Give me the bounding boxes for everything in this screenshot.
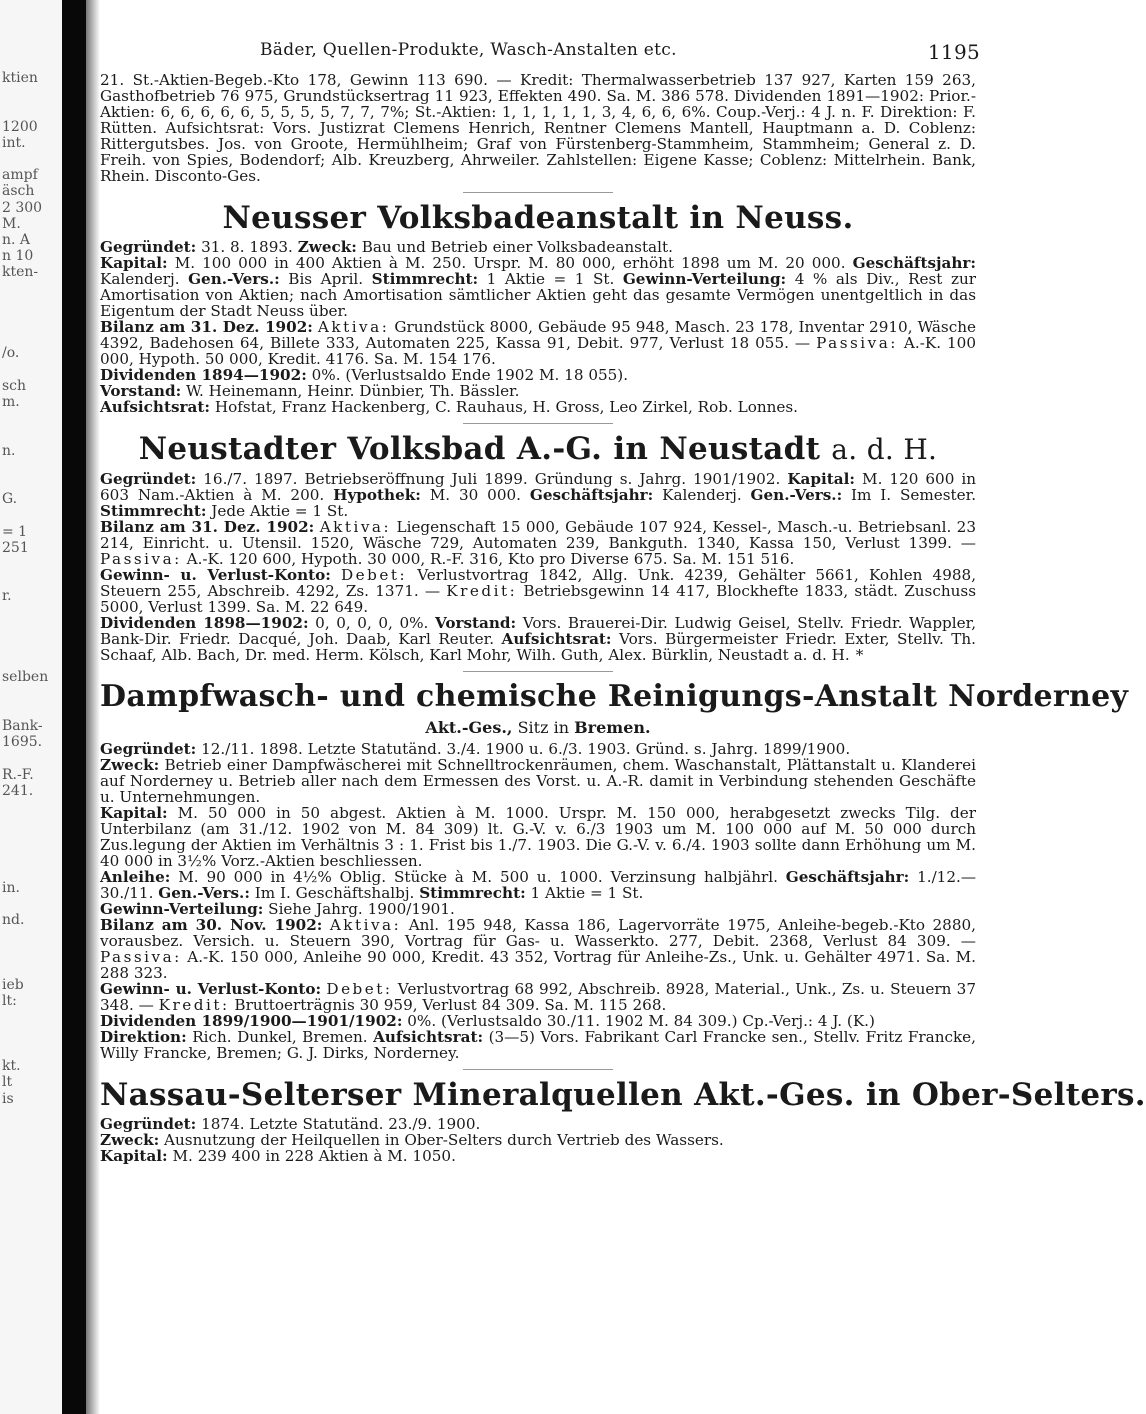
- gutter-fragment: n. A: [2, 232, 31, 248]
- section-heading-dampfwasch: Dampfwasch- und chemische Reinigungs-Anstalt Norderney: [100, 679, 1129, 714]
- label: Hypothek:: [333, 486, 421, 504]
- value: A.-K. 150 000, Anleihe 90 000, Kredit. 43 352, Vortrag für Anleihe-Zs., Unk. u. Gehälter 4971. Sa. M. 288 323.: [100, 948, 977, 982]
- label: Zweck:: [100, 756, 160, 774]
- spine-gradient: [86, 0, 100, 1414]
- label: Bilanz am 31. Dez. 1902:: [100, 318, 313, 336]
- label: Gegründet:: [100, 740, 197, 758]
- running-head-title: Bäder, Quellen-Produkte, Wasch-Anstalten etc.: [260, 40, 677, 60]
- label: Geschäftsjahr:: [529, 486, 654, 504]
- value: Bis April.: [288, 270, 364, 288]
- value: Im I. Semester.: [851, 486, 977, 504]
- value: 4 % als Div., Rest zur Amortisation von Aktien; nach Amortisation sämtlicher Aktien geht das gesamte Vermögen unentgeltlich in das Eigentum der Stadt Neuss über.: [100, 270, 976, 320]
- value: Bau und Betrieb einer Volksbadeanstalt.: [361, 238, 673, 256]
- divider-rule: [463, 1069, 613, 1070]
- sub-city: Bremen.: [574, 718, 651, 737]
- section-subheading: [100, 718, 976, 737]
- page-content: [100, 71, 1146, 1165]
- value: Betriebsgewinn 14 417, Blockhefte 1833, städt. Zuschuss 5000, Verlust 1399. Sa. M. 22 649.: [100, 582, 976, 616]
- label: Bilanz am 31. Dez. 1902:: [100, 518, 315, 536]
- gutter-fragment: 241.: [2, 782, 34, 799]
- label: Debet:: [326, 980, 393, 998]
- gutter-fragment: G.: [2, 491, 18, 508]
- label: Gegründet:: [100, 1115, 197, 1133]
- label: Direktion:: [100, 1028, 187, 1046]
- value: Verlustvortrag 68 992, Abschreib. 8928, Material., Unk., Zs. u. Steuern 37 348. —: [100, 980, 976, 1014]
- label: Kapital:: [100, 1147, 168, 1165]
- gutter-fragment: n 10: [2, 248, 34, 265]
- label: Gen.-Vers.:: [750, 486, 843, 504]
- gutter-fragment: lt:: [2, 993, 17, 1010]
- divider-rule: [463, 192, 613, 193]
- section-nassau: [100, 1116, 976, 1164]
- gutter-fragment: kt.: [2, 1058, 21, 1075]
- value: 0%. (Verlustsaldo Ende 1902 M. 18 055).: [311, 366, 629, 384]
- label: Passiva:: [100, 948, 182, 966]
- label: Aktiva:: [329, 916, 402, 934]
- value: 1 Aktie = 1 St.: [486, 270, 615, 288]
- label: Stimmrecht:: [100, 502, 207, 520]
- value: Hofstat, Franz Hackenberg, C. Rauhaus, H. Gross, Leo Zirkel, Rob. Lonnes.: [214, 398, 799, 416]
- gutter-fragment: 1695.: [2, 734, 43, 751]
- value: M. 120 600 in 603 Nam.-Aktien à M. 200.: [100, 470, 977, 504]
- value: Im I. Geschäftshalbj.: [254, 884, 415, 902]
- label: Passiva:: [816, 334, 898, 352]
- label: Gen.-Vers.:: [158, 884, 250, 902]
- footnote-star: *: [855, 646, 864, 664]
- label: Kredit:: [446, 582, 518, 600]
- label: Vorstand:: [434, 614, 517, 632]
- value: 1874. Letzte Statutänd. 23./9. 1900.: [201, 1115, 481, 1133]
- label: Stimmrecht:: [371, 270, 479, 288]
- value: Jede Aktie = 1 St.: [211, 502, 349, 520]
- gutter-fragment: /o.: [2, 345, 20, 362]
- gutter-fragment: r.: [2, 588, 12, 605]
- divider-rule: [463, 423, 613, 424]
- value: M. 50 000 in 50 abgest. Aktien à M. 1000. Urspr. M. 150 000, herabgesetzt zwecks Tilg. der Unterbilanz (am 31./12. 1902 von M. 84 309) lt. G.-V. v. 6./3 1903 um M. 100 000 auf M. 50 000 durch Zus.legung der Aktien im Verhältnis 3 : 1. Frist bis 1./7. 1903. Die G.-V. v. 6./4. 1903 sollte dann Erhöhung um M. 40 000 in 3½% Vorz.-Aktien beschliessen.: [100, 804, 976, 870]
- gutter-fragment: ieb: [2, 977, 24, 994]
- section-heading-neustadter: [100, 432, 976, 467]
- value: 1./12.—30./11.: [100, 868, 977, 902]
- label: Dividenden 1899/1900—1901/1902:: [100, 1012, 403, 1030]
- gutter-fragment: 1200: [2, 118, 38, 135]
- section0-paragraph: 21. St.-Aktien-Begeb.-Kto 178, Gewinn 113 690. — Kredit: Thermalwasserbetrieb 137 927, Karten 159 263, Gasthofbetrieb 76 975, Grundstücksertrag 11 923, Effekten 490. Sa. M. 386 578. Dividenden 1891—1902: Prior.-Aktien: 6, 6, 6, 6, 6, 5, 5, 5, 5, 7, 7, 7%; St.-Aktien: 1, 1, 1, 1, 1, 3, 4, 6, 6, 6%. Coup.-Verj.: 4 J. n. F. Direktion: F. Rütten. Aufsichtsrat: Vors. Justizrat Clemens Henrich, Rentner Clemens Mantell, Hauptmann a. D. Coblenz: Rittergutsbes. Jos. von Groote, Hermühlheim; Graf von Fürstenberg-Stammheim, Stammheim; General z. D. Freih. von Spies, Bodendorf; Alb. Kreuzberg, Ahrweiler. Zahlstellen: Eigene Kasse; Coblenz: Mittelrhein. Bank, Rhein. Disconto-Ges.: [100, 71, 976, 185]
- value: 0, 0, 0, 0, 0%.: [315, 614, 429, 632]
- value: A.-K. 100 000, Hypoth. 50 000, Kredit. 4176. Sa. M. 154 176.: [100, 334, 977, 368]
- value: Verlustvortrag 1842, Allg. Unk. 4239, Gehälter 5661, Kohlen 4988, Steuern 255, Abschreib. 4292, Zs. 1371. —: [100, 566, 977, 600]
- heading-main: Neustadter Volksbad A.-G. in Neustadt: [138, 431, 821, 467]
- heading-tail: a. d. H.: [831, 433, 938, 466]
- gutter-fragment: = 1: [2, 523, 28, 540]
- gutter-fragment: n.: [2, 442, 16, 459]
- label: Passiva:: [100, 550, 182, 568]
- value: 31. 8. 1893.: [201, 238, 293, 256]
- value: A.-K. 120 600, Hypoth. 30 000, R.-F. 316, Kto pro Diverse 675. Sa. M. 151 516.: [186, 550, 795, 568]
- value: Anl. 195 948, Kassa 186, Lagervorräte 1975, Anleihe-begeb.-Kto 2880, vorausbez. Versich. u. Steuern 390, Vortrag für Gas- u. Wasserkto. 277, Debit. 2368, Verlust 84 309. —: [100, 916, 976, 950]
- value: 12./11. 1898. Letzte Statutänd. 3./4. 1900 u. 6./3. 1903. Gründ. s. Jahrg. 1899/1900.: [201, 740, 851, 758]
- gutter-fragment: kten-: [2, 264, 39, 281]
- label: Zweck:: [297, 238, 357, 256]
- value: M. 90 000 in 4½% Oblig. Stücke à M. 500 u. 1000. Verzinsung halbjährl.: [178, 868, 778, 886]
- gutter-fragment: m.: [2, 394, 20, 410]
- section-dampfwasch: [100, 741, 976, 1061]
- value: Siehe Jahrg. 1900/1901.: [268, 900, 455, 918]
- label: Gewinn-Verteilung:: [622, 270, 787, 288]
- value: Kalenderj.: [100, 270, 180, 288]
- label: Kapital:: [787, 470, 855, 488]
- label: Kapital:: [100, 254, 168, 272]
- label: Dividenden 1894—1902:: [100, 366, 307, 384]
- label: Geschäftsjahr:: [785, 868, 910, 886]
- value: Vors. Bürgermeister Friedr. Exter, Stellv. Th. Schaaf, Alb. Bach, Dr. med. Herm. Kölsch, Karl Mohr, Wilh. Guth, Alex. Bürklin, Neustadt a. d. H.: [100, 630, 976, 664]
- label: Aktiva:: [317, 318, 390, 336]
- label: Debet:: [341, 566, 408, 584]
- section-neusser: [100, 239, 976, 415]
- sub-bold: Akt.-Ges.,: [425, 718, 513, 737]
- value: Vors. Brauerei-Dir. Ludwig Geisel, Stellv. Friedr. Wappler, Bank-Dir. Friedr. Dacqué, Joh. Daab, Karl Reuter.: [100, 614, 977, 648]
- gutter-fragment: sch: [2, 377, 27, 394]
- value: Ausnutzung der Heilquellen in Ober-Selters durch Vertrieb des Wassers.: [164, 1131, 724, 1149]
- gutter-fragment: R.-F.: [2, 766, 34, 783]
- label: Aufsichtsrat:: [373, 1028, 484, 1046]
- label: Gewinn-Verteilung:: [100, 900, 264, 918]
- book-spine-shadow: [62, 0, 86, 1414]
- gutter-fragment: äsch: [2, 183, 35, 200]
- label: Kredit:: [158, 996, 230, 1014]
- value: Grundstück 8000, Gebäude 95 948, Masch. 23 178, Inventar 2910, Wäsche 4392, Badehosen 64, Billete 333, Automaten 225, Kassa 91, Debit. 977, Verlust 18 055. —: [100, 318, 976, 352]
- gutter-fragment: lt: [2, 1074, 13, 1091]
- label: Gegründet:: [100, 470, 197, 488]
- label: Zweck:: [100, 1131, 160, 1149]
- section-neustadter: [100, 471, 976, 663]
- gutter-fragment: selben: [2, 669, 49, 686]
- gutter-fragment: in.: [2, 880, 20, 896]
- value: Bruttoerträgnis 30 959, Verlust 84 309. Sa. M. 115 268.: [234, 996, 667, 1014]
- gutter-fragment: 2 300: [2, 199, 43, 216]
- label: Vorstand:: [100, 382, 182, 400]
- label: Geschäftsjahr:: [852, 254, 976, 272]
- gutter-fragment: M.: [2, 215, 21, 232]
- gutter-fragment: ampf: [2, 167, 38, 184]
- label: Gegründet:: [100, 238, 197, 256]
- value: W. Heinemann, Heinr. Dünbier, Th. Bässler.: [186, 382, 520, 400]
- label: Anleihe:: [100, 868, 171, 886]
- gutter-fragment: 251: [2, 539, 29, 556]
- left-page-margin: [0, 0, 62, 1414]
- gutter-fragment: nd.: [2, 912, 25, 929]
- section-heading-neusser: Neusser Volksbadeanstalt in Neuss.: [222, 200, 854, 236]
- label: Gewinn- u. Verlust-Konto:: [100, 980, 322, 998]
- value: M. 239 400 in 228 Aktien à M. 1050.: [172, 1147, 456, 1165]
- label: Gen.-Vers.:: [188, 270, 280, 288]
- value: 16./7. 1897. Betriebseröffnung Juli 1899. Gründung s. Jahrg. 1901/1902.: [203, 470, 781, 488]
- label: Aktiva:: [319, 518, 392, 536]
- label: Aufsichtsrat:: [100, 398, 210, 416]
- label: Stimmrecht:: [419, 884, 526, 902]
- label: Dividenden 1898—1902:: [100, 614, 309, 632]
- value: 0%. (Verlustsaldo 30./11. 1902 M. 84 309.) Cp.-Verj.: 4 J. (K.): [407, 1012, 875, 1030]
- value: M. 30 000.: [429, 486, 521, 504]
- value: Liegenschaft 15 000, Gebäude 107 924, Kessel-, Masch.-u. Betriebsanl. 23 214, Einricht. u. Utensil. 1520, Wäsche 729, Automaten 239, Bankguth. 1340, Kassa 150, Verlust 1399. —: [100, 518, 976, 552]
- label: Kapital:: [100, 804, 168, 822]
- gutter-fragment: ktien: [2, 70, 38, 86]
- page-number: 1195: [927, 40, 980, 64]
- book-page: [100, 0, 1146, 1414]
- label: Bilanz am 30. Nov. 1902:: [100, 916, 323, 934]
- value: Rich. Dunkel, Bremen.: [192, 1028, 368, 1046]
- gutter-fragment: int.: [2, 134, 26, 151]
- value: 1 Aktie = 1 St.: [530, 884, 644, 902]
- label: Aufsichtsrat:: [501, 630, 612, 648]
- value: Kalenderj.: [662, 486, 742, 504]
- value: Betrieb einer Dampfwäscherei mit Schnelltrockenräumen, chem. Waschanstalt, Plättanstalt u. Klanderei auf Norderney u. Betrieb aller nach dem Ermessen des Vorst. u. A.-R. damit in Verbindung stehenden Geschäfte u. Unternehmungen.: [100, 756, 976, 806]
- label: Gewinn- u. Verlust-Konto:: [100, 566, 331, 584]
- gutter-fragment: Bank-: [2, 718, 43, 734]
- divider-rule: [463, 671, 613, 672]
- gutter-fragment: is: [2, 1090, 14, 1107]
- sub-mid: Sitz in: [517, 718, 570, 737]
- value: (3—5) Vors. Fabrikant Carl Francke sen., Stellv. Fritz Francke, Willy Francke, Bremen; G. J. Dirks, Norderney.: [100, 1028, 977, 1062]
- value: M. 100 000 in 400 Aktien à M. 250. Urspr. M. 80 000, erhöht 1898 um M. 20 000.: [174, 254, 846, 272]
- section-heading-nassau: Nassau-Selterser Mineralquellen Akt.-Ges. in Ober-Selters.: [100, 1077, 1146, 1113]
